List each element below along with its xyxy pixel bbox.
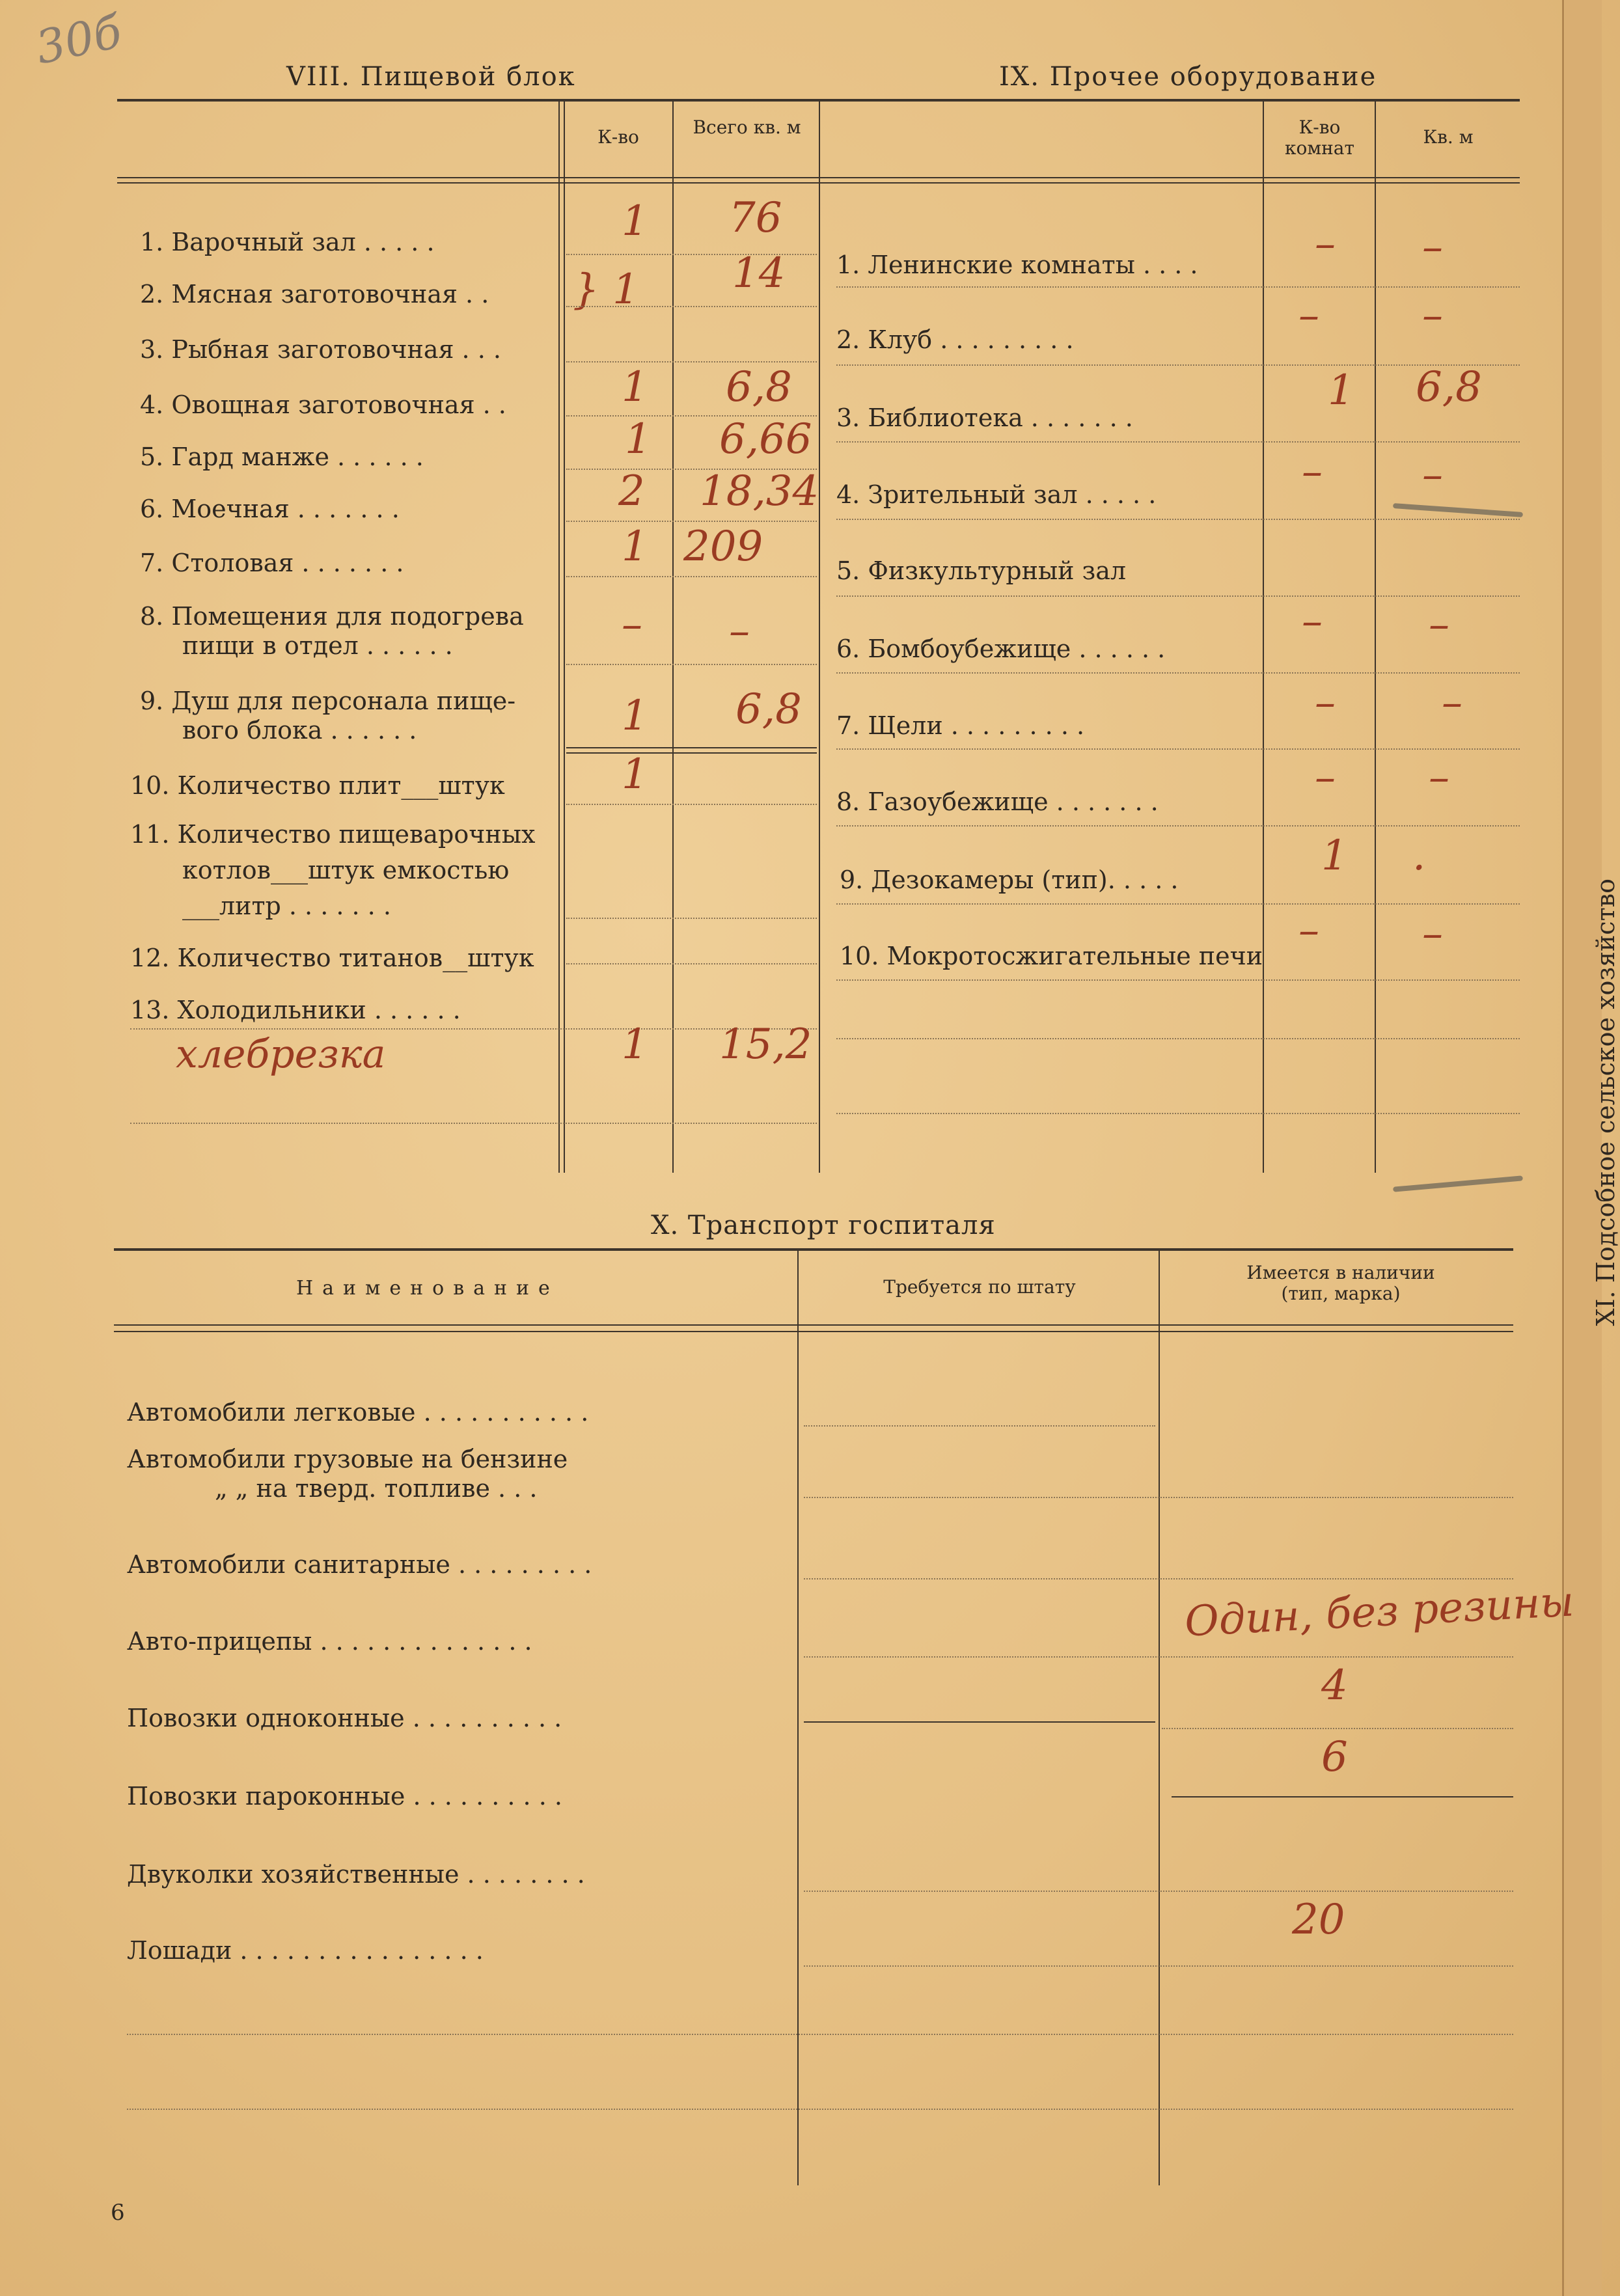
page-number: 6 bbox=[111, 2200, 125, 2226]
row-rule bbox=[804, 1721, 1155, 1723]
cell-qty: 1 bbox=[1328, 366, 1354, 415]
cell-qty: 1 bbox=[622, 197, 648, 245]
row-rule bbox=[836, 748, 1520, 750]
col-header-area2: Кв. м bbox=[1423, 126, 1474, 148]
row-rule bbox=[804, 1965, 1513, 1967]
cell-area: 6,8 bbox=[735, 685, 802, 733]
col-header-name: Наименование bbox=[296, 1277, 559, 1300]
row-rule bbox=[566, 361, 817, 362]
row-rule bbox=[836, 825, 1520, 827]
cell-available: Один, без резины bbox=[1183, 1578, 1576, 1647]
cell-area: 6,8 bbox=[726, 363, 792, 411]
list-item: 8. Помещения для подогрева bbox=[140, 602, 524, 631]
cell-qty: 1 bbox=[622, 1020, 648, 1069]
row-rule bbox=[804, 1891, 1513, 1892]
cell-qty: 2 bbox=[618, 467, 645, 515]
col-divider bbox=[1159, 1248, 1160, 2185]
row-rule bbox=[836, 1038, 1520, 1039]
cell-area: – bbox=[1422, 223, 1443, 271]
list-item: 2. Мясная заготовочная . . bbox=[140, 280, 489, 308]
cell-area: 6,66 bbox=[719, 415, 812, 463]
cell-qty: 1 bbox=[622, 750, 648, 799]
cell-area: 6,8 bbox=[1416, 363, 1482, 411]
page-fold bbox=[1562, 0, 1564, 2296]
corner-note: 30б bbox=[31, 5, 126, 75]
list-item: Повозки одноконные . . . . . . . . . . bbox=[127, 1704, 562, 1732]
list-item: 12. Количество титанов__штук bbox=[130, 944, 534, 972]
list-item: 13. Холодильники . . . . . . bbox=[130, 996, 461, 1024]
cell-area: 14 bbox=[732, 249, 786, 297]
list-item: Автомобили легковые . . . . . . . . . . . bbox=[127, 1398, 589, 1427]
list-item: 3. Рыбная заготовочная . . . bbox=[140, 335, 501, 364]
list-item: 10. Количество плит___штук bbox=[130, 771, 505, 800]
row-rule bbox=[566, 804, 817, 805]
col-divider bbox=[797, 1248, 799, 2185]
row-rule bbox=[566, 752, 817, 754]
col-header-required: Требуется по штату bbox=[883, 1276, 1076, 1298]
row-rule bbox=[836, 903, 1520, 905]
col-header-area: Всего кв. м bbox=[693, 116, 801, 138]
row-rule bbox=[804, 1656, 1513, 1658]
cell-qty: 1 bbox=[622, 363, 648, 411]
row-rule bbox=[127, 2109, 1513, 2110]
row-rule bbox=[1162, 1728, 1513, 1729]
row-rule bbox=[566, 963, 817, 964]
list-item: 4. Зрительный зал . . . . . bbox=[836, 480, 1157, 509]
cell-area: 18,34 bbox=[700, 467, 819, 515]
row-rule bbox=[130, 1123, 817, 1124]
binding-thread bbox=[1393, 1175, 1523, 1192]
cell-area: 76 bbox=[729, 194, 782, 242]
list-item-cont: ___литр . . . . . . . bbox=[182, 892, 391, 920]
row-rule bbox=[804, 1497, 1513, 1498]
section8-title: VIII. Пищевой блок bbox=[286, 62, 576, 92]
row-rule bbox=[1172, 1796, 1513, 1797]
list-item: 7. Щели . . . . . . . . . bbox=[836, 711, 1085, 740]
list-item: 8. Газоубежище . . . . . . . bbox=[836, 787, 1159, 816]
row-rule bbox=[836, 519, 1520, 520]
list-item: 3. Библиотека . . . . . . . bbox=[836, 403, 1133, 432]
list-item-cont: котлов___штук емкостью bbox=[182, 856, 510, 884]
col-divider bbox=[558, 99, 560, 1173]
col-divider bbox=[672, 99, 674, 1173]
cell-area: – bbox=[1442, 679, 1462, 727]
row-rule bbox=[130, 1028, 817, 1030]
cell-available: 20 bbox=[1292, 1896, 1345, 1944]
col-divider bbox=[1263, 99, 1264, 1173]
col-header-available: Имеется в наличии (тип, марка) bbox=[1246, 1262, 1435, 1304]
cell-area: – bbox=[1422, 910, 1443, 958]
col-divider bbox=[1375, 99, 1376, 1173]
cell-area: – bbox=[1429, 754, 1449, 802]
list-item-cont: „ „ на тверд. топливе . . . bbox=[215, 1474, 538, 1503]
row-rule bbox=[836, 595, 1520, 597]
row-rule bbox=[836, 672, 1520, 674]
cell-qty: 1 bbox=[1321, 832, 1348, 880]
cell-area: 209 bbox=[683, 523, 763, 571]
list-item: Автомобили санитарные . . . . . . . . . bbox=[127, 1550, 592, 1579]
list-item: 10. Мокротосжигательные печи bbox=[840, 942, 1263, 970]
cell-qty: 1 bbox=[622, 692, 648, 740]
row-rule bbox=[804, 1425, 1155, 1427]
list-item: Двуколки хозяйственные . . . . . . . . bbox=[127, 1860, 585, 1889]
list-item: Лошади . . . . . . . . . . . . . . . . bbox=[127, 1936, 484, 1965]
list-item: 7. Столовая . . . . . . . bbox=[140, 549, 404, 577]
cell-qty: – bbox=[622, 601, 642, 649]
col-divider bbox=[564, 99, 565, 1173]
row-rule bbox=[836, 1113, 1520, 1114]
list-item: 9. Дезокамеры (тип). . . . . bbox=[840, 866, 1179, 894]
cell-area: . bbox=[1412, 832, 1426, 880]
list-item: 2. Клуб . . . . . . . . . bbox=[836, 325, 1074, 354]
cell-qty: – bbox=[1302, 448, 1323, 496]
list-item: Повозки пароконные . . . . . . . . . . bbox=[127, 1782, 562, 1811]
table-header-rule bbox=[114, 1331, 1513, 1332]
cell-qty: 1 bbox=[622, 523, 648, 571]
list-item: 6. Моечная . . . . . . . bbox=[140, 495, 400, 523]
row-rule bbox=[836, 979, 1520, 981]
row-rule bbox=[566, 747, 817, 748]
row-rule bbox=[566, 918, 817, 919]
list-item-cont: пищи в отдел . . . . . . bbox=[182, 631, 453, 660]
cell-area: – bbox=[1429, 601, 1449, 649]
row-rule bbox=[836, 286, 1520, 288]
cell-area: – bbox=[1422, 292, 1443, 340]
list-item: 9. Душ для персонала пище- bbox=[140, 687, 516, 715]
row-rule bbox=[566, 576, 817, 577]
list-item: 5. Гард манже . . . . . . bbox=[140, 443, 424, 471]
list-item-cont: вого блока . . . . . . bbox=[182, 716, 417, 745]
row-rule bbox=[566, 306, 817, 307]
cell-available: 4 bbox=[1321, 1661, 1348, 1710]
col-header-rooms: К-во комнат bbox=[1285, 116, 1354, 159]
row-rule bbox=[566, 521, 817, 522]
cell-area: – bbox=[1422, 451, 1443, 499]
list-item: 6. Бомбоубежище . . . . . . bbox=[836, 635, 1166, 663]
list-item: 11. Количество пищеварочных bbox=[130, 820, 536, 849]
section10-title: X. Транспорт госпиталя bbox=[651, 1210, 996, 1240]
row-rule bbox=[127, 2034, 1513, 2035]
cell-qty: } 1 bbox=[573, 266, 639, 314]
cell-qty: 1 bbox=[625, 415, 652, 463]
cell-qty: – bbox=[1302, 597, 1323, 646]
list-item: 4. Овощная заготовочная . . bbox=[140, 390, 506, 419]
section11-side-title: XI. Подсобное сельское хозяйство bbox=[1591, 879, 1620, 1326]
list-item: Авто-прицепы . . . . . . . . . . . . . . bbox=[127, 1627, 532, 1656]
cell-qty: – bbox=[1298, 907, 1319, 955]
list-item: 5. Физкультурный зал bbox=[836, 556, 1127, 585]
table-header-rule bbox=[114, 1324, 1513, 1326]
row-rule bbox=[804, 1578, 1513, 1579]
col-divider bbox=[819, 99, 820, 1173]
cell-area: 15,2 bbox=[719, 1020, 812, 1069]
cell-qty: – bbox=[1315, 679, 1336, 727]
section9-title: IX. Прочее оборудование bbox=[999, 62, 1377, 92]
list-item: 1. Ленинские комнаты . . . . bbox=[836, 251, 1198, 279]
cell-available: 6 bbox=[1321, 1733, 1348, 1781]
row-rule bbox=[836, 441, 1520, 443]
col-header-qty: К-во bbox=[597, 126, 639, 148]
cell-qty: – bbox=[1298, 292, 1319, 340]
row-rule bbox=[566, 664, 817, 665]
cell-qty: – bbox=[1315, 220, 1336, 268]
table-top-rule bbox=[114, 1248, 1513, 1251]
handwritten-item: хлебрезка bbox=[176, 1032, 386, 1077]
cell-qty: – bbox=[1315, 754, 1336, 802]
cell-area: – bbox=[729, 607, 750, 655]
list-item: Автомобили грузовые на бензине bbox=[127, 1445, 568, 1473]
list-item: 1. Варочный зал . . . . . bbox=[140, 228, 435, 256]
binding-thread bbox=[1393, 503, 1523, 517]
